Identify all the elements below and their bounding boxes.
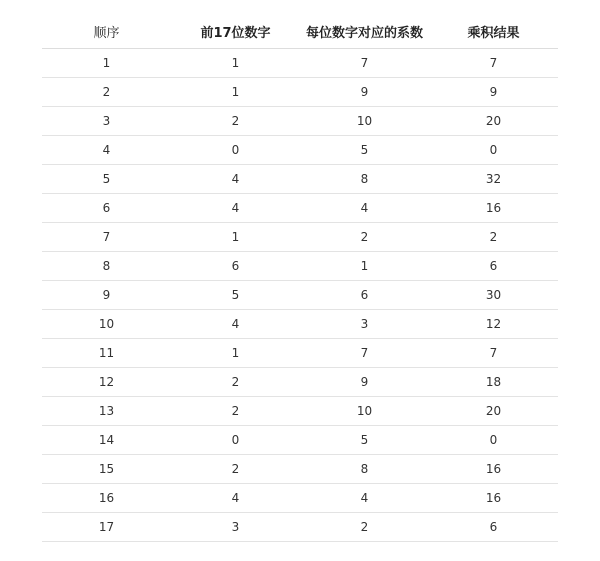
column-header-digit: 前17位数字	[171, 14, 300, 49]
cell-digit: 0	[171, 136, 300, 165]
cell-product: 6	[429, 252, 558, 281]
cell-coefficient: 7	[300, 49, 429, 78]
cell-product: 18	[429, 368, 558, 397]
cell-digit: 6	[171, 252, 300, 281]
cell-digit: 4	[171, 484, 300, 513]
cell-product: 7	[429, 339, 558, 368]
table-row	[42, 484, 558, 513]
cell-product: 30	[429, 281, 558, 310]
cell-digit: 1	[171, 223, 300, 252]
cell-coefficient: 2	[300, 223, 429, 252]
table-row	[42, 455, 558, 484]
cell-product: 7	[429, 49, 558, 78]
cell-product: 16	[429, 484, 558, 513]
cell-digit: 2	[171, 107, 300, 136]
cell-order: 6	[42, 194, 171, 223]
cell-order: 14	[42, 426, 171, 455]
cell-order: 12	[42, 368, 171, 397]
cell-coefficient: 9	[300, 78, 429, 107]
cell-order: 16	[42, 484, 171, 513]
table-row	[42, 194, 558, 223]
cell-coefficient: 8	[300, 165, 429, 194]
cell-product: 2	[429, 223, 558, 252]
cell-order: 17	[42, 513, 171, 542]
table-row	[42, 136, 558, 165]
cell-coefficient: 4	[300, 484, 429, 513]
cell-digit: 2	[171, 455, 300, 484]
cell-coefficient: 10	[300, 107, 429, 136]
cell-product: 32	[429, 165, 558, 194]
cell-order: 5	[42, 165, 171, 194]
cell-coefficient: 5	[300, 426, 429, 455]
cell-digit: 4	[171, 310, 300, 339]
cell-digit: 2	[171, 397, 300, 426]
cell-order: 7	[42, 223, 171, 252]
cell-product: 20	[429, 107, 558, 136]
cell-coefficient: 4	[300, 194, 429, 223]
table-row	[42, 252, 558, 281]
cell-coefficient: 9	[300, 368, 429, 397]
table-body	[42, 49, 558, 542]
cell-coefficient: 6	[300, 281, 429, 310]
column-header-product: 乘积结果	[429, 14, 558, 49]
cell-product: 12	[429, 310, 558, 339]
cell-order: 11	[42, 339, 171, 368]
table-header-row	[42, 14, 558, 49]
table-row	[42, 223, 558, 252]
cell-coefficient: 5	[300, 136, 429, 165]
cell-coefficient: 2	[300, 513, 429, 542]
table-row	[42, 368, 558, 397]
cell-product: 16	[429, 455, 558, 484]
cell-digit: 2	[171, 368, 300, 397]
column-header-order: 顺序	[42, 14, 171, 49]
cell-product: 0	[429, 136, 558, 165]
table-row	[42, 310, 558, 339]
cell-order: 4	[42, 136, 171, 165]
data-table	[42, 14, 558, 542]
cell-order: 15	[42, 455, 171, 484]
table-row	[42, 397, 558, 426]
cell-order: 2	[42, 78, 171, 107]
table-row	[42, 165, 558, 194]
cell-digit: 3	[171, 513, 300, 542]
cell-digit: 1	[171, 339, 300, 368]
cell-order: 9	[42, 281, 171, 310]
cell-digit: 0	[171, 426, 300, 455]
cell-digit: 5	[171, 281, 300, 310]
cell-order: 13	[42, 397, 171, 426]
cell-product: 9	[429, 78, 558, 107]
cell-coefficient: 8	[300, 455, 429, 484]
cell-digit: 1	[171, 49, 300, 78]
table-row	[42, 107, 558, 136]
cell-coefficient: 1	[300, 252, 429, 281]
cell-coefficient: 10	[300, 397, 429, 426]
cell-order: 8	[42, 252, 171, 281]
table-row	[42, 78, 558, 107]
cell-digit: 4	[171, 165, 300, 194]
cell-order: 3	[42, 107, 171, 136]
column-header-coefficient: 每位数字对应的系数	[300, 14, 429, 49]
cell-product: 6	[429, 513, 558, 542]
table-row	[42, 426, 558, 455]
cell-order: 1	[42, 49, 171, 78]
cell-product: 20	[429, 397, 558, 426]
cell-coefficient: 7	[300, 339, 429, 368]
cell-product: 16	[429, 194, 558, 223]
cell-product: 0	[429, 426, 558, 455]
cell-digit: 1	[171, 78, 300, 107]
cell-coefficient: 3	[300, 310, 429, 339]
table-row	[42, 513, 558, 542]
cell-order: 10	[42, 310, 171, 339]
table-row	[42, 49, 558, 78]
table-row	[42, 281, 558, 310]
table-row	[42, 339, 558, 368]
cell-digit: 4	[171, 194, 300, 223]
data-table-container	[42, 14, 558, 542]
